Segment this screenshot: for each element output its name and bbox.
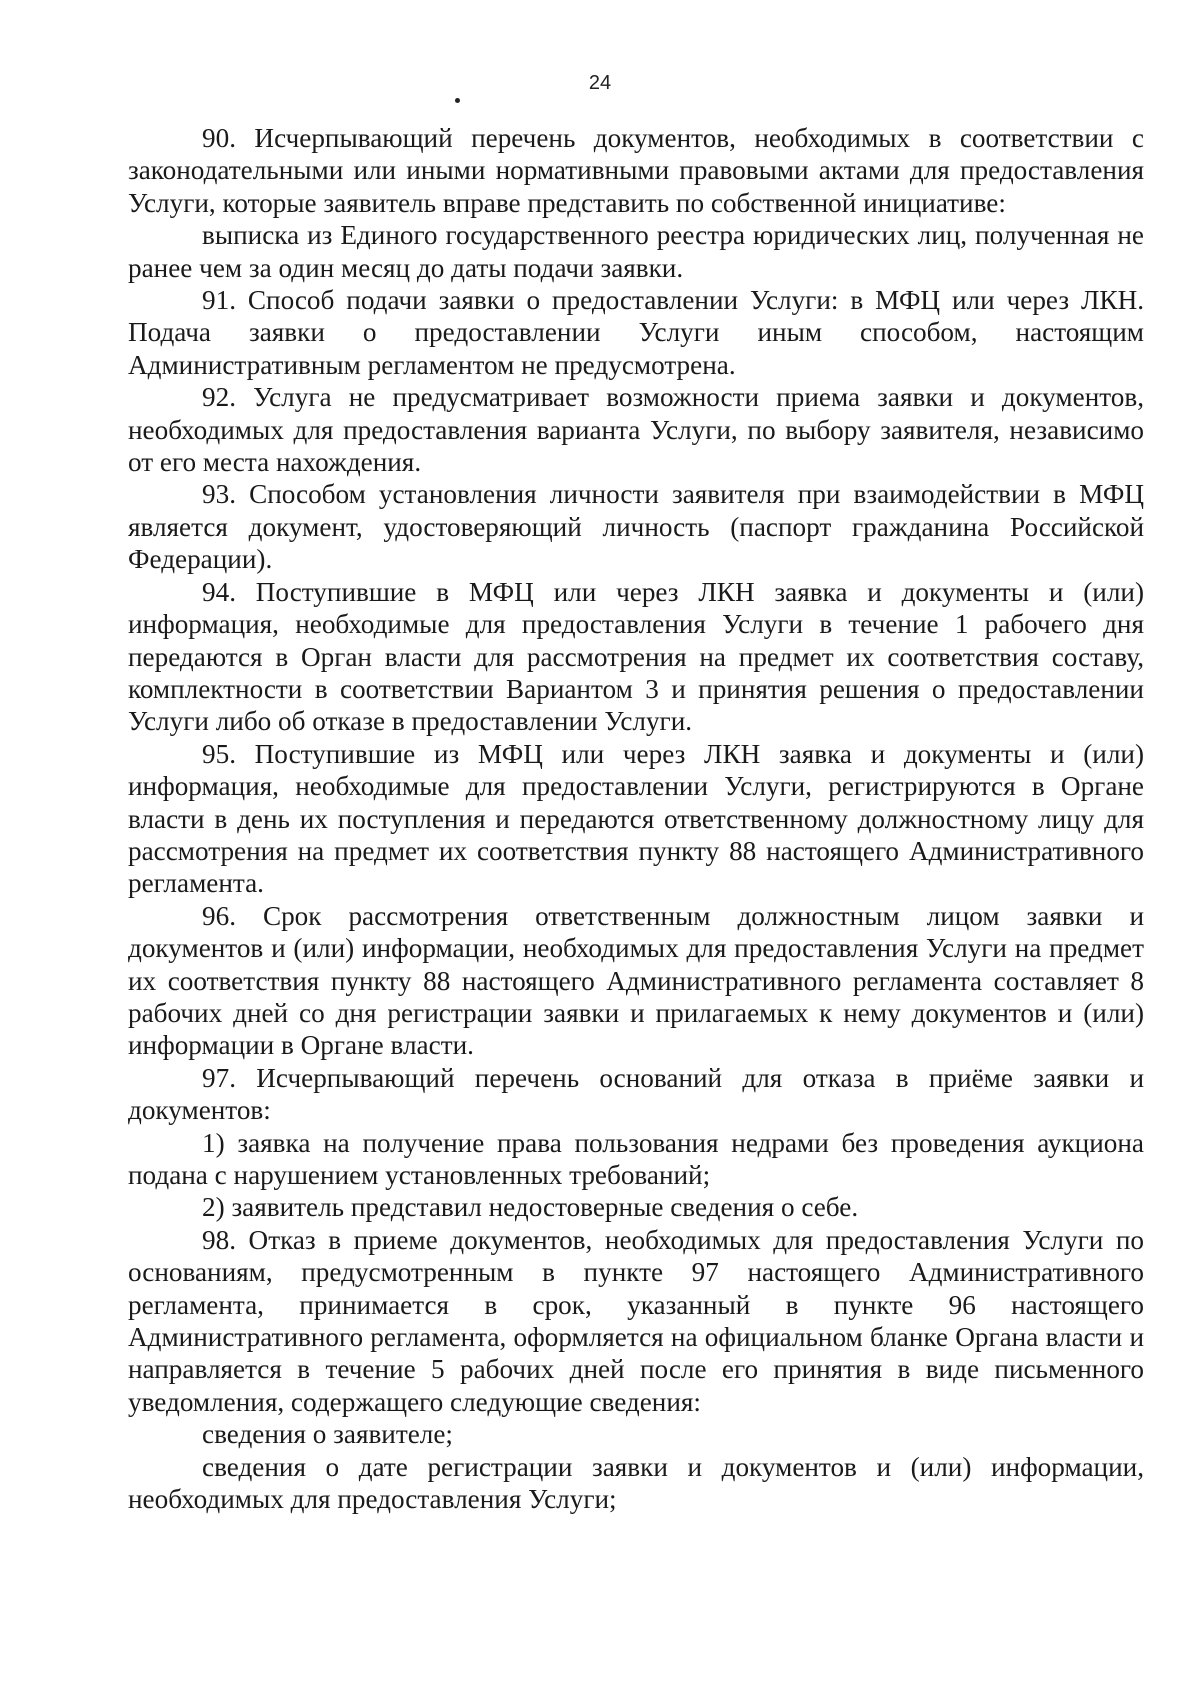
paragraph-97: 97. Исчерпывающий перечень оснований для отказа в приёме заявки и документов:: [128, 1062, 1144, 1126]
paragraph-91: 91. Способ подачи заявки о предоставлении Услуги: в МФЦ или через ЛКН. Подача заявки о предоставлении Услуги иным способом, настоящим Административным регламентом не предусмотрена.: [128, 285, 1144, 380]
paragraph-90-item: выписка из Единого государственного реестра юридических лиц, полученная не ранее чем за один месяц до даты подачи заявки.: [128, 220, 1144, 283]
scan-dot-mark: [455, 98, 460, 103]
paragraph-96: 96. Срок рассмотрения ответственным должностным лицом заявки и документов и (или) информации, необходимых для предоставления Услуги на предмет их соответствия пункту 88 настоящего Административного регламента составляет 8 рабочих дней со дня регистрации заявки и прилагаемых к нему документов и (или) информации в Органе власти.: [128, 900, 1144, 1061]
paragraph-97-item-2: 2) заявитель представил недостоверные сведения о себе.: [202, 1192, 859, 1223]
paragraph-94: 94. Поступившие в МФЦ или через ЛКН заявка и документы и (или) информация, необходимые для предоставления Услуги в течение 1 рабочего дня передаются в Орган власти для рассмотрения на предмет их соответствия составу, комплектности в соответствии Вариантом 3 и принятия решения о предоставлении Услуги либо об отказе в предоставлении Услуги.: [128, 576, 1144, 737]
paragraph-90: 90. Исчерпывающий перечень документов, необходимых в соответствии с законодательными или иными нормативными правовыми актами для предоставления Услуги, которые заявитель вправе представить по собственной инициативе:: [128, 123, 1144, 218]
paragraph-98-item-2: сведения о дате регистрации заявки и документов и (или) информации, необходимых для предоставления Услуги;: [128, 1451, 1144, 1515]
paragraph-98-item-1: сведения о заявителе;: [202, 1419, 453, 1450]
paragraph-93: 93. Способом установления личности заявителя при взаимодействии в МФЦ является документ, удостоверяющий личность (паспорт гражданина Российской Федерации).: [128, 479, 1144, 575]
paragraph-97-item-1: 1) заявка на получение права пользования недрами без проведения аукциона подана с нарушением установленных требований;: [128, 1127, 1144, 1190]
paragraph-98: 98. Отказ в приеме документов, необходимых для предоставления Услуги по основаниям, предусмотренным в пункте 97 настоящего Административного регламента, принимается в срок, указанный в пункте 96 настоящего Административного регламента, оформляется на официальном бланке Органа власти и направляется в течение 5 рабочих дней после его принятия в виде письменного уведомления, содержащего следующие сведения:: [128, 1224, 1144, 1417]
paragraph-92: 92. Услуга не предусматривает возможности приема заявки и документов, необходимых для предоставления варианта Услуги, по выбору заявителя, независимо от его места нахождения.: [128, 382, 1144, 478]
paragraph-95: 95. Поступившие из МФЦ или через ЛКН заявка и документы и (или) информация, необходимые для предоставлении Услуги, регистрируются в Органе власти в день их поступления и передаются ответственному должностному лицу для рассмотрения на предмет их соответствия пункту 88 настоящего Административного регламента.: [128, 738, 1144, 899]
document-body: [128, 122, 1144, 1515]
page-number: 24: [588, 72, 612, 94]
